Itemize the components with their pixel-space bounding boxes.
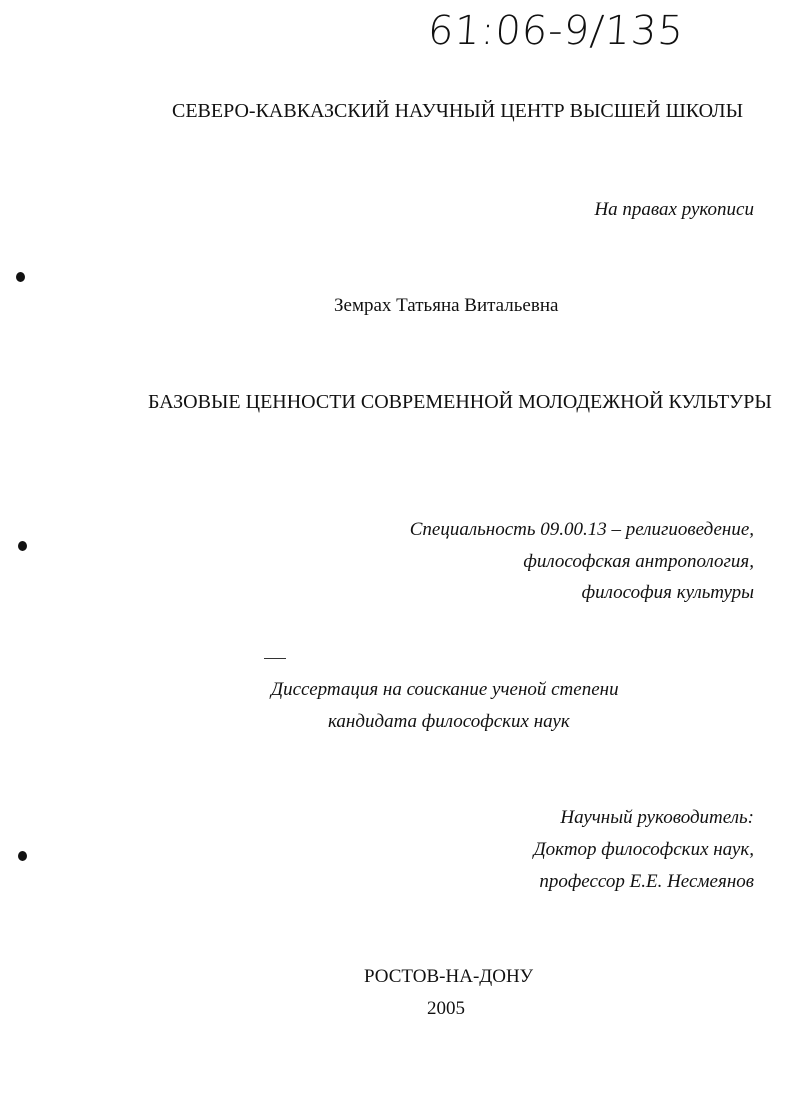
scan-artifact <box>264 658 286 659</box>
specialty-line-3: философия культуры <box>581 582 754 603</box>
binding-hole-mark <box>16 272 25 282</box>
supervisor-degree: Доктор философских наук, <box>533 839 754 860</box>
author-name: Земрах Татьяна Витальевна <box>334 295 559 316</box>
binding-hole-mark <box>18 541 27 551</box>
year: 2005 <box>427 998 465 1019</box>
supervisor-label: Научный руководитель: <box>560 807 754 828</box>
institution-heading: СЕВЕРО-КАВКАЗСКИЙ НАУЧНЫЙ ЦЕНТР ВЫСШЕЙ ШКОЛЫ <box>172 100 744 122</box>
handwritten-catalog-code: 61:06-9/135 <box>426 8 686 54</box>
specialty-line-2: философская антропология, <box>523 551 754 572</box>
manuscript-note: На правах рукописи <box>594 199 754 220</box>
dissertation-title: БАЗОВЫЕ ЦЕННОСТИ СОВРЕМЕННОЙ МОЛОДЕЖНОЙ КУЛЬТУРЫ <box>148 391 772 413</box>
supervisor-name: профессор Е.Е. Несмеянов <box>539 871 754 892</box>
city: РОСТОВ-НА-ДОНУ <box>364 966 534 987</box>
binding-hole-mark <box>18 851 27 861</box>
dissertation-line-1: Диссертация на соискание ученой степени <box>271 679 619 700</box>
specialty-line-1: Специальность 09.00.13 – религиоведение, <box>409 519 754 540</box>
dissertation-line-2: кандидата философских наук <box>328 711 570 732</box>
